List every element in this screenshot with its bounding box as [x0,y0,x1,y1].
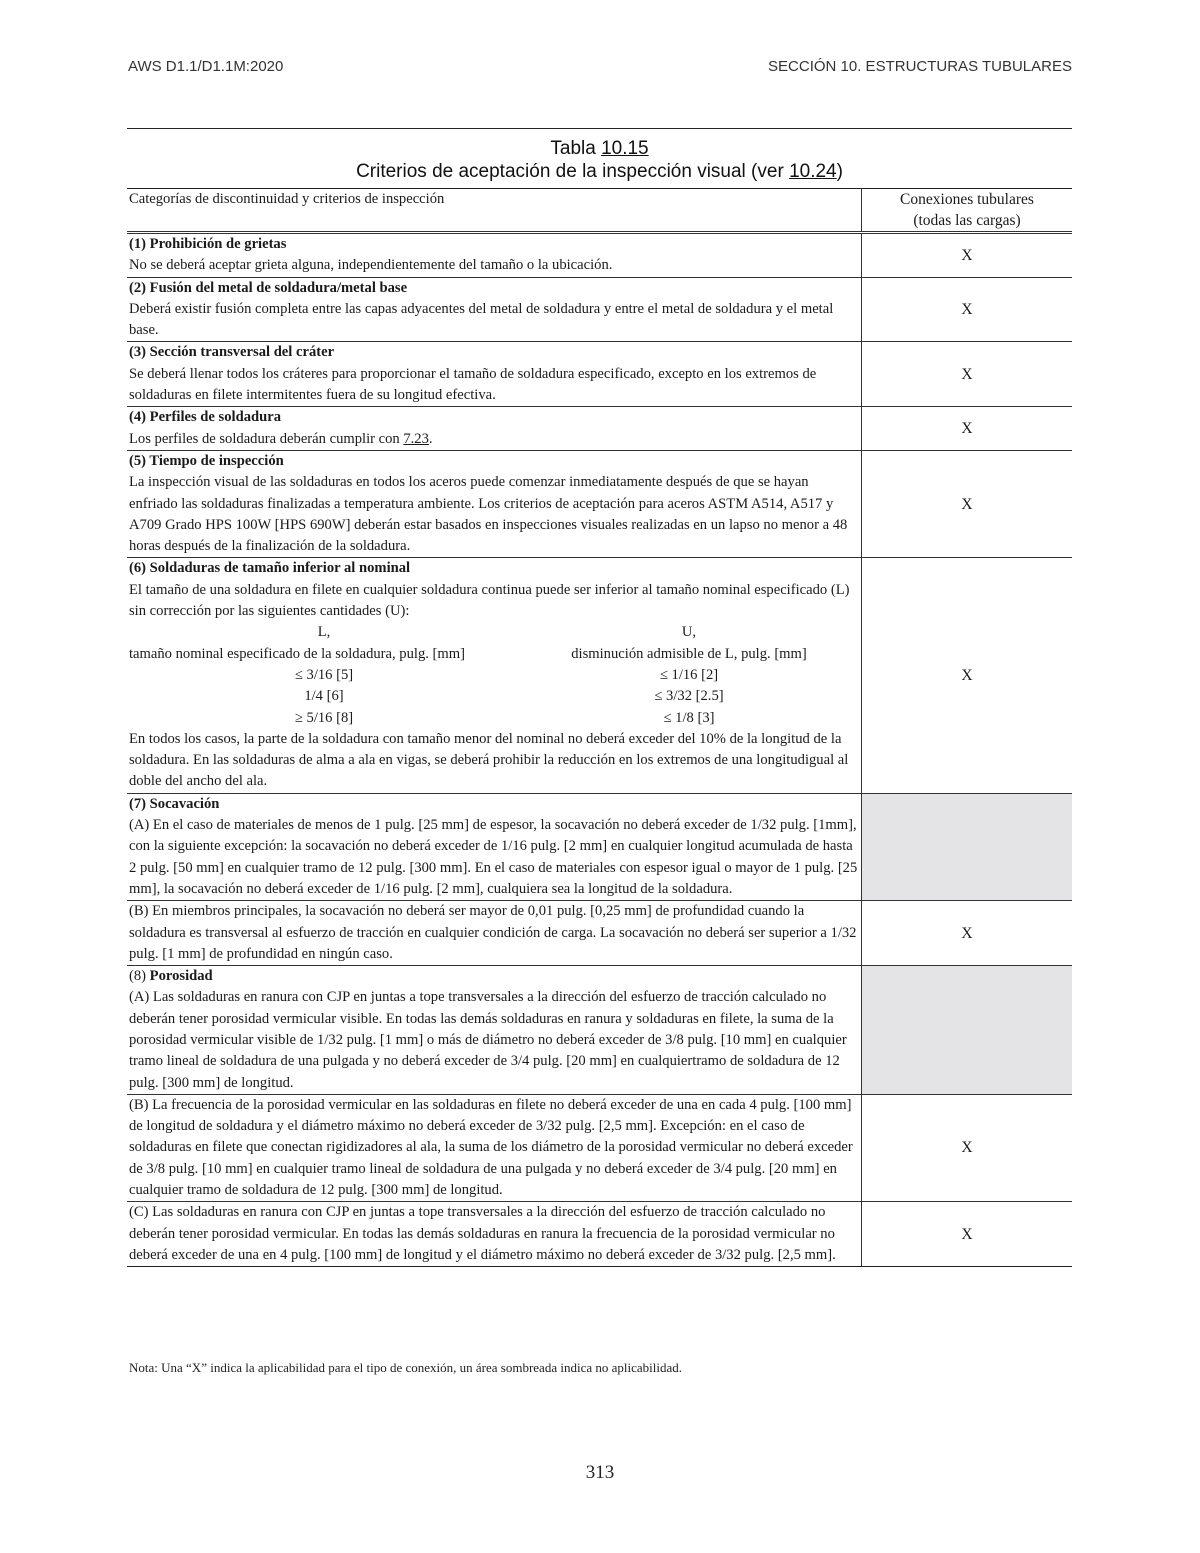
table-title-line1 [127,137,1072,160]
row-description [127,342,862,407]
table-row-undercut-a [127,793,1072,900]
row-text: No se deberá aceptar grieta alguna, independientemente del tamaño o la ubicación. [129,257,613,274]
not-applicable-cell [862,793,1073,900]
table-row-inspection-time [127,450,1072,557]
running-header-right: SECCIÓN 10. ESTRUCTURAS TUBULARES [768,58,1072,75]
table-title-line2 [127,160,1072,183]
table-title-prefix: Tabla [550,138,602,159]
table-row-crater [127,342,1072,407]
row-title: (1) Prohibición de grietas [129,236,287,252]
column-header-connections-line1: Conexiones tubulares [900,191,1034,208]
row-text-prefix: Los perfiles de soldadura deberán cumplir con [129,430,404,447]
row-text: (B) En miembros principales, la socavación no deberá ser mayor de 0,01 pulg. [0,25 mm] de profundidad cuando la soldadura es transversal al esfuerzo de tracción en cualquier condición de carga. La socavación no deberá ser superior a 1/32 pulg. [1 mm] de profundidad en ningún caso. [127,901,862,966]
table-row-porosity-b [127,1094,1072,1201]
row-description [127,966,862,1095]
row-title: (4) Perfiles de soldadura [129,409,282,426]
size-l-value: ≥ 5/16 [8] [294,709,354,726]
row-text: (B) La frecuencia de la porosidad vermicular en las soldaduras en filete no deberá exceder de una en cada 4 pulg. [100 mm] de longitud de soldadura y el diámetro máximo no deberá exceder de 3/32 pulg. [2,5 mm]. Excepción: en el caso de soldaduras en filete que conectan rigidizadores al ala, la suma de los diámetro de la porosidad vermicular no deberá exceder de 3/8 pulg. [10 mm] en cualquier tramo lineal de soldadura de una pulgada y no deberá exceder de 3/4 pulg. [20 mm] en cualquier tramo de soldadura de 12 pulg. [300 mm] de longitud. [127,1094,862,1201]
table-row-fusion [127,277,1072,342]
applicability-mark: X [862,277,1073,342]
section-ref-link[interactable]: 10.24 [789,161,837,182]
applicability-mark: X [862,407,1073,451]
table-row-undercut-b [127,901,1072,966]
row-description [127,407,862,451]
row-text: El tamaño de una soldadura en filete en cualquier soldadura continua puede ser inferior al tamaño nominal especificado (L) sin corrección por las siguientes cantidades (U): [129,581,850,620]
column-header-categories: Categorías de discontinuidad y criterios de inspección [127,189,862,233]
applicability-mark: X [862,342,1073,407]
applicability-mark: X [862,901,1073,966]
column-header-connections [862,189,1073,233]
row-description [127,233,862,278]
row-text-suffix: . [428,430,433,447]
row-text: Se deberá llenar todos los cráteres para proporcionar el tamaño de soldadura especificado, excepto en los extremos de soldaduras en filete intermitentes fuera de su longitud efectiva. [129,365,817,404]
size-tolerance-list [129,622,859,728]
size-u-value: ≤ 1/16 [2] [659,666,719,683]
row-description [127,793,862,900]
row-title: (3) Sección transversal del cráter [129,344,335,361]
table-row-porosity-c [127,1202,1072,1267]
table-row-cracks [127,233,1072,278]
clause-ref-link[interactable]: 7.23 [403,430,429,447]
criteria-table [127,188,1072,1267]
table-row-profiles [127,407,1072,451]
table-number-ref[interactable]: 10.15 [601,138,649,159]
applicability-mark: X [862,1094,1073,1201]
size-l-value: 1/4 [6] [304,688,344,705]
row-text: (A) En el caso de materiales de menos de 1 pulg. [25 mm] de espesor, la socavación no deberá exceder de 1/32 pulg. [1mm], con la siguiente excepción: la socavación no deberá exceder de 1/16 pulg. [2 mm] en cualquier longitud acumulada de hasta 2 pulg. [50 mm] en cualquier tramo de 12 pulg. [300 mm]. En el caso de materiales con espesor igual o mayor de 1 pulg. [25 mm], la socavación no deberá exceder de 1/16 pulg. [2 mm], cualquiera sea la longitud de la soldadura. [129,817,858,897]
row-description [127,277,862,342]
size-l-value: ≤ 3/16 [5] [294,666,354,683]
not-applicable-cell [862,966,1073,1095]
applicability-mark: X [862,450,1073,557]
table-note: Nota: Una “X” indica la aplicabilidad para el tipo de conexión, un área sombreada indica no aplicabilidad. [129,1360,683,1375]
row-title: (6) Soldaduras de tamaño inferior al nominal [129,560,411,577]
row-text [129,429,859,450]
row-text: La inspección visual de las soldaduras en todos los aceros puede comenzar inmediatamente después de que se hayan enfriado las soldaduras finalizadas a temperatura ambiente. Los criterios de aceptación para aceros ASTM A514, A517 y A709 Grado HPS 100W [HPS 690W] deberán estar basados en inspecciones visuales realizadas en un lapso no menor a 48 horas después de la finalización de la soldadura. [129,474,848,555]
row-title [129,966,859,987]
applicability-mark: X [961,246,973,264]
row-text: Deberá existir fusión completa entre las capas adyacentes del metal de soldadura y entre el metal de soldadura y el metal base. [129,300,834,339]
table-caption-close: ) [836,161,843,182]
size-col-u-symbol: U, [681,624,697,641]
row-text: (C) Las soldaduras en ranura con CJP en juntas a tope transversales a la dirección del esfuerzo de tracción calculado no deberán tener porosidad vermicular. En todas las demás soldaduras en ranura la frecuencia de la porosidad vermicular no deberá exceder de una en 4 pulg. [100 mm] de longitud y el diámetro máximo no deberá exceder de 3/32 pulg. [2,5 mm]. [127,1202,862,1267]
table-title [127,137,1072,183]
row-title: (5) Tiempo de inspección [129,452,284,469]
table-row-undersize [127,558,1072,793]
row-text: (A) Las soldaduras en ranura con CJP en juntas a tope transversales a la dirección del esfuerzo de tracción calculado no deberán tener porosidad vermicular visible. En todas las demás soldaduras en ranura y soldaduras en filete, la suma de la porosidad vermicular visible de 1/32 pulg. [1 mm] o más de diámetro no deberá exceder de 3/8 pulg. [10 mm] en cualquier tramo lineal de soldadura de una pulgada y no deberá exceder de 3/4 pulg. [20 mm] en cualquiertramo de soldadura de 12 pulg. [300 mm] de longitud. [129,989,847,1091]
table-row-porosity-a [127,966,1072,1095]
row-description [127,450,862,557]
running-header-left: AWS D1.1/D1.1M:2020 [128,58,284,75]
size-col-l-symbol: L, [317,624,331,641]
page-number: 313 [585,1462,615,1483]
row-title-number: (8) [129,968,150,985]
table-caption: Criterios de aceptación de la inspección visual (ver [356,161,790,182]
applicability-mark: X [862,558,1073,793]
size-col-l-description: tamaño nominal especificado de la soldadura, pulg. [mm] [129,645,465,662]
table-top-rule [127,128,1072,129]
column-header-connections-line2: (todas las cargas) [913,212,1021,229]
row-title-text: Porosidad [149,968,213,985]
row-description [127,558,862,793]
row-text-closing: En todos los casos, la parte de la soldadura con tamaño menor del nominal no deberá exceder del 10% de la longitud de la soldadura. En las soldaduras de alma a ala en vigas, se deberá prohibir la reducción en los extremos de una longitudigual al doble del ancho del ala. [129,730,849,790]
row-title: (7) Socavación [129,795,220,812]
column-header-row [127,189,1072,233]
size-u-value: ≤ 1/8 [3] [663,709,715,726]
row-title: (2) Fusión del metal de soldadura/metal base [129,279,408,296]
size-u-value: ≤ 3/32 [2.5] [654,688,724,705]
applicability-mark: X [862,1202,1073,1267]
size-col-u-description: disminución admisible de L, pulg. [mm] [571,645,807,662]
